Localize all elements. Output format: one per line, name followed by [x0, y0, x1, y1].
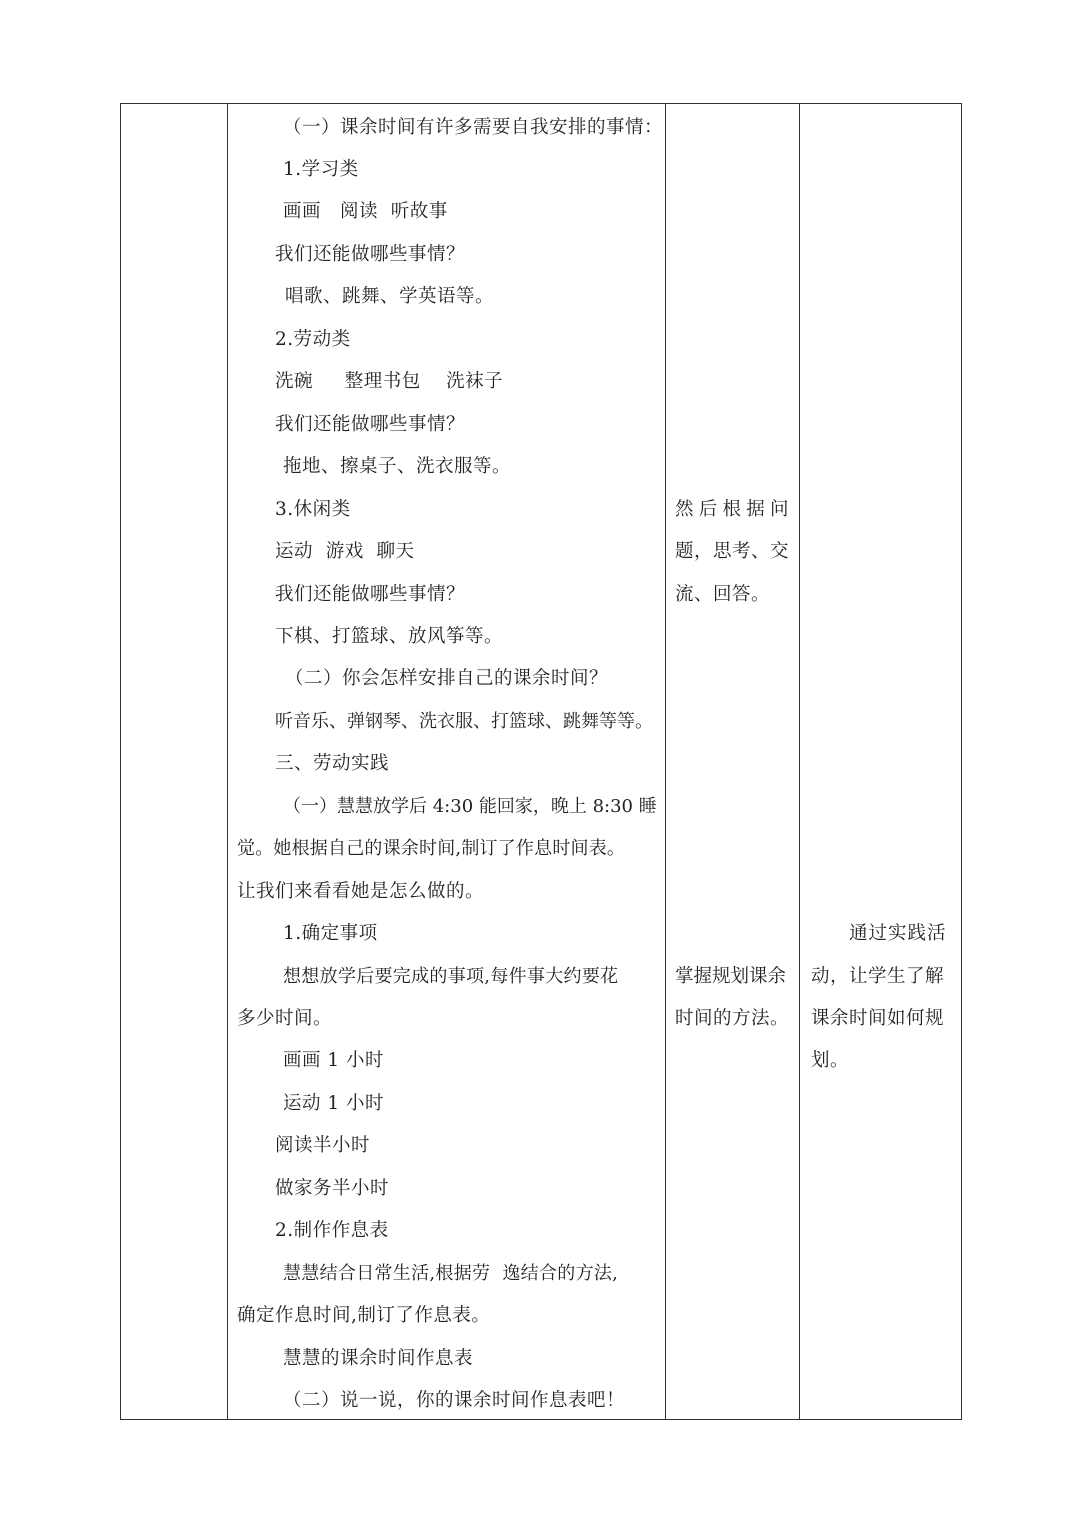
- text-line: 时间的方法。: [675, 1008, 790, 1029]
- text-line: 1.确定事项: [283, 923, 378, 944]
- text-line: 我们还能做哪些事情？: [275, 414, 466, 435]
- text-line: 洗碗 整理书包 洗袜子: [275, 371, 504, 392]
- text-line: 让我们来看看她是怎么做的。: [237, 881, 485, 902]
- text-line: 运动 游戏 聊天: [275, 541, 415, 562]
- text-line: 阅读半小时: [275, 1135, 371, 1156]
- text-line: 拖地、擦桌子、洗衣服等。: [283, 456, 512, 477]
- text-line: 我们还能做哪些事情？: [275, 584, 466, 605]
- text-line: 慧慧的课余时间作息表: [283, 1348, 474, 1369]
- text-line: 运动 1 小时: [283, 1093, 385, 1114]
- student-activity-cell: [665, 104, 799, 1419]
- text-line: 1.学习类: [283, 159, 359, 180]
- text-line: 慧慧结合日常生活,根据劳 逸结合的方法,: [283, 1263, 619, 1284]
- text-line: 题，思考、交: [675, 541, 790, 562]
- text-line: 2.制作作息表: [275, 1220, 389, 1241]
- text-line: （一）慧慧放学后 4:30 能回家，晚上 8:30 睡: [283, 796, 657, 817]
- design-purpose-cell: [799, 104, 963, 1419]
- text-line: 确定作息时间,制订了作息表。: [237, 1305, 491, 1326]
- lesson-plan-table: [120, 103, 962, 1420]
- text-line: 画画 1 小时: [283, 1050, 385, 1071]
- text-line: 唱歌、跳舞、学英语等。: [285, 286, 495, 307]
- text-line: 三、劳动实践: [275, 753, 390, 774]
- text-line: 下棋、打篮球、放风筝等。: [275, 626, 504, 647]
- text-line: 流、回答。: [675, 584, 771, 605]
- teacher-activity-cell: [227, 104, 665, 1419]
- empty-stage-cell: [121, 104, 227, 1419]
- text-line: （一）课余时间有许多需要自我安排的事情：: [283, 117, 664, 138]
- text-line: 做家务半小时: [275, 1178, 390, 1199]
- text-line: 然 后 根 据 问: [675, 499, 789, 520]
- text-line: 想想放学后要完成的事项,每件事大约要花: [283, 966, 619, 987]
- text-line: 划。: [811, 1050, 850, 1071]
- text-line: 我们还能做哪些事情？: [275, 244, 466, 265]
- text-line: 3.休闲类: [275, 499, 351, 520]
- text-line: （二）说一说，你的课余时间作息表吧！: [283, 1390, 626, 1411]
- text-line: 画画 阅读 听故事: [283, 201, 448, 222]
- text-line: 掌握规划课余: [675, 966, 787, 987]
- text-line: 通过实践活: [849, 923, 947, 944]
- text-line: 听音乐、弹钢琴、洗衣服、打篮球、跳舞等等。: [275, 711, 653, 732]
- text-line: 多少时间。: [237, 1008, 333, 1029]
- text-line: （二）你会怎样安排自己的课余时间？: [285, 668, 609, 689]
- text-line: 觉。她根据自己的课余时间,制订了作息时间表。: [237, 838, 626, 859]
- text-line: 动，让学生了解: [811, 966, 945, 987]
- text-line: 2.劳动类: [275, 329, 351, 350]
- text-line: 课余时间如何规: [811, 1008, 945, 1029]
